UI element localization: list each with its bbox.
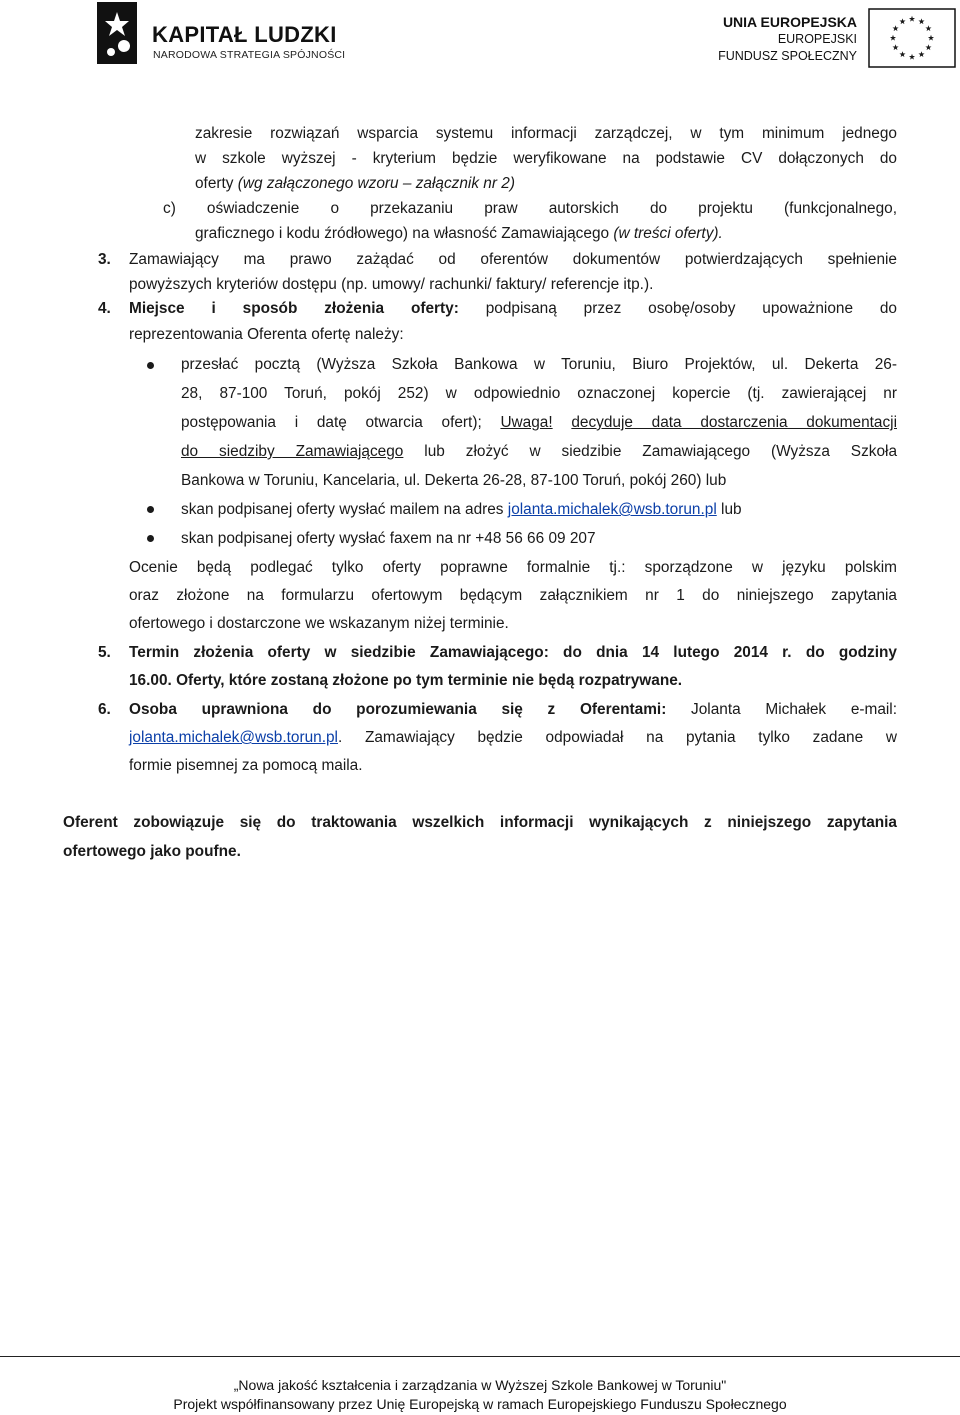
bold-span: Osoba uprawniona do porozumiewania się z Oferentami: — [129, 701, 667, 718]
text-line — [181, 439, 897, 464]
footer-line-1: „Nowa jakość kształcenia i zarządzania w Wyższej Szkole Bankowej w Toruniu" — [233, 1377, 727, 1393]
text-span: oferty — [195, 175, 238, 192]
footer-divider — [0, 1356, 960, 1357]
text-line — [129, 697, 897, 722]
text-line: reprezentowania Oferenta ofertę należy: — [129, 326, 404, 343]
eu-logo-text — [718, 14, 857, 65]
underlined-span: Uwaga! — [500, 414, 553, 431]
eu-line-3: FUNDUSZ SPOŁECZNY — [718, 49, 857, 63]
text-span: podpisaną przez osobę/osoby upoważnione do — [458, 300, 897, 317]
kapital-ludzki-title: KAPITAŁ LUDZKI — [152, 22, 337, 47]
underlined-span: decyduje data dostarczenia dokumentacji — [571, 414, 897, 431]
text-line: Termin złożenia oferty w siedzibie Zamawiającego: do dnia 14 lutego 2014 r. do godziny — [129, 644, 897, 661]
text-line: w szkole wyższej - kryterium będzie weryfikowane na podstawie CV dołączonych do — [195, 150, 897, 167]
text-span: postępowania i datę otwarcia ofert); — [181, 414, 501, 431]
bullet-icon — [147, 506, 154, 513]
text-span: graficznego i kodu źródłowego) na własność Zamawiającego — [195, 225, 614, 242]
text-line: powyższych kryteriów dostępu (np. umowy/ rachunki/ faktury/ referencje itp.). — [129, 276, 654, 293]
text-line: zakresie rozwiązań wsparcia systemu informacji zarządczej, w tym minimum jednego — [195, 125, 897, 142]
text-span: . Zamawiający będzie odpowiadał na pytania tylko zadane w — [337, 729, 897, 746]
text-line: 28, 87-100 Toruń, pokój 252) w odpowiednio oznaczonej kopercie (tj. zawierającej nr — [181, 385, 897, 402]
page-header — [0, 0, 960, 80]
text-line: Oferent zobowiązuje się do traktowania wszelkich informacji wynikających z niniejszego zapytania — [63, 814, 897, 831]
eu-flag-icon — [868, 8, 956, 68]
section-number: 5. — [98, 644, 111, 661]
email-link[interactable]: jolanta.michalek@wsb.torun.pl — [507, 501, 717, 518]
section-number: 6. — [98, 701, 111, 718]
bullet-icon — [147, 535, 154, 542]
text-line — [129, 296, 897, 321]
text-line: przesłać pocztą (Wyższa Szkoła Bankowa w Toruniu, Biuro Projektów, ul. Dekerta 26- — [181, 356, 897, 373]
text-line: formie pisemnej za pomocą maila. — [129, 757, 363, 774]
eu-line-1: UNIA EUROPEJSKA — [722, 14, 857, 30]
text-span: lub — [716, 501, 742, 518]
text-line — [129, 725, 897, 750]
bullet-icon — [147, 362, 154, 369]
text-line: c) oświadczenie o przekazaniu praw autorskich do projektu (funkcjonalnego, — [163, 200, 897, 217]
text-line — [181, 410, 897, 435]
section-number: 3. — [98, 251, 111, 268]
text-line: Bankowa w Toruniu, Kancelaria, ul. Dekerta 26-28, 87-100 Toruń, pokój 260) lub — [181, 472, 727, 489]
text-line: oraz złożone na formularzu ofertowym będącym załącznikiem nr 1 do niniejszego zapytania — [129, 587, 897, 604]
text-line — [195, 171, 515, 196]
text-line — [181, 497, 742, 522]
italic-span: (w treści oferty). — [613, 225, 723, 242]
text-line: ofertowego jako poufne. — [63, 843, 241, 860]
text-span: lub złożyć w siedzibie Zamawiającego (Wyższa Szkoła — [403, 443, 898, 460]
text-line: 16.00. Oferty, które zostaną złożone po tym terminie nie będą rozpatrywane. — [129, 672, 683, 689]
section-number: 4. — [98, 300, 111, 317]
eu-line-2: EUROPEJSKI — [777, 32, 857, 46]
bold-span: Miejsce i sposób złożenia oferty: — [129, 300, 459, 317]
text-line: ofertowego i dostarczone we wskazanym niżej terminie. — [129, 615, 509, 632]
kapital-ludzki-logo — [97, 2, 137, 64]
footer-line-2: Projekt współfinansowany przez Unię Europejską w ramach Europejskiego Funduszu Społecznego — [173, 1396, 787, 1412]
text-span: skan podpisanej oferty wysłać mailem na adres — [181, 501, 508, 518]
italic-span: (wg załączonego wzoru – załącznik nr 2) — [237, 175, 515, 192]
text-line: skan podpisanej oferty wysłać faxem na nr +48 56 66 09 207 — [181, 530, 596, 547]
text-line: Ocenie będą podlegać tylko oferty poprawne formalnie tj.: sporządzone w języku polskim — [129, 559, 897, 576]
text-span — [553, 414, 572, 431]
email-link[interactable]: jolanta.michalek@wsb.torun.pl — [129, 729, 338, 746]
kapital-ludzki-subtitle: NARODOWA STRATEGIA SPÓJNOŚCI — [153, 49, 346, 61]
text-line — [195, 221, 723, 246]
text-line: Zamawiający ma prawo zażądać od oferentów dokumentów potwierdzających spełnienie — [129, 251, 897, 268]
text-span: Jolanta Michałek e-mail: — [666, 701, 897, 718]
underlined-span: do siedziby Zamawiającego — [181, 443, 404, 460]
